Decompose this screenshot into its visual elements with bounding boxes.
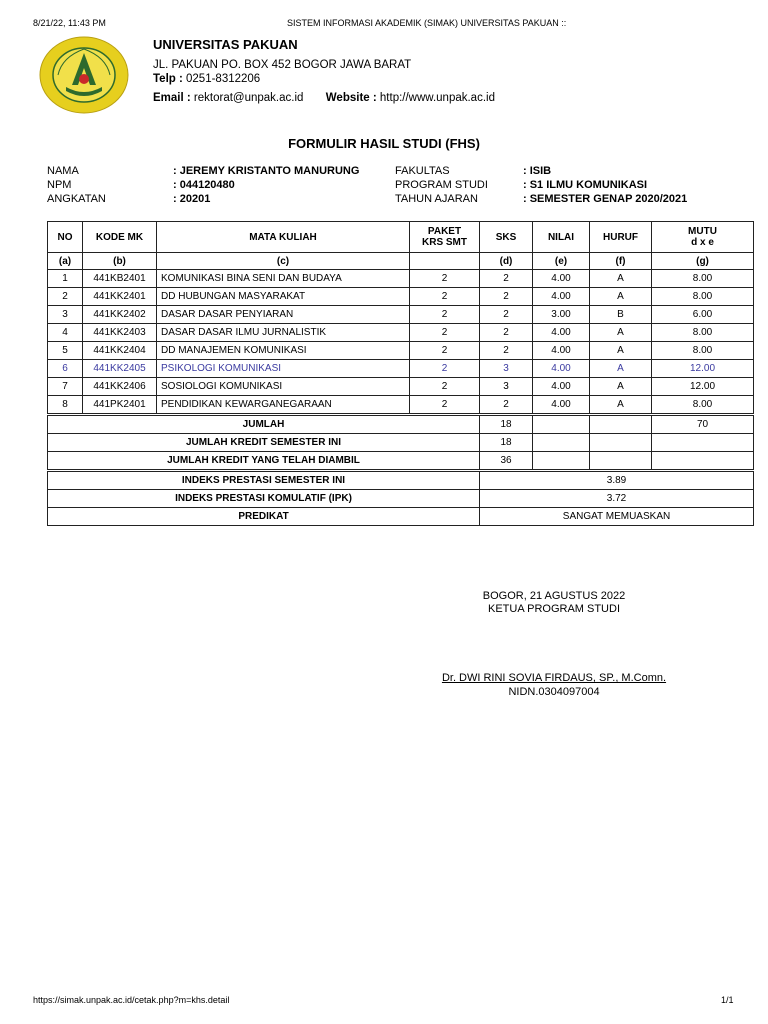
- cell-paket: 2: [410, 360, 480, 378]
- jumlah-row: [48, 416, 754, 434]
- cell-huruf: A: [590, 270, 652, 288]
- cell-nilai: 3.00: [533, 306, 590, 324]
- cell-nilai: 4.00: [533, 396, 590, 414]
- ipk-label: INDEKS PRESTASI KOMULATIF (IPK): [48, 490, 480, 508]
- header-mk: MATA KULIAH: [157, 222, 410, 253]
- ips-row: [48, 472, 754, 490]
- header-nilai: NILAI: [533, 222, 590, 253]
- cell-huruf: A: [590, 324, 652, 342]
- signature-place-date: BOGOR, 21 AGUSTUS 2022: [482, 590, 626, 602]
- table-row: [48, 342, 754, 360]
- jumlah-mutu: 70: [652, 416, 754, 434]
- kredit-diambil-row: [48, 452, 754, 470]
- cell-mutu: 12.00: [652, 360, 754, 378]
- cell-kode: 441KK2401: [83, 288, 157, 306]
- cell-sks: 3: [480, 378, 533, 396]
- ipk-row: [48, 490, 754, 508]
- npm-value: : 044120480: [173, 179, 235, 191]
- angkatan-label: ANGKATAN: [47, 193, 106, 205]
- cell-no: 2: [48, 288, 83, 306]
- cell-mk: DASAR DASAR PENYIARAN: [157, 306, 410, 324]
- table-row: [48, 306, 754, 324]
- signature-nidn: NIDN.0304097004: [508, 686, 600, 698]
- kredit-diambil-empty-1: [533, 452, 590, 470]
- cell-mk: DD HUBUNGAN MASYARAKAT: [157, 288, 410, 306]
- cell-sks: 2: [480, 270, 533, 288]
- ipk-value: 3.72: [480, 490, 754, 508]
- cell-no: 7: [48, 378, 83, 396]
- print-page-number: 1/1: [721, 995, 734, 1005]
- table-row: [48, 360, 754, 378]
- header-mutu: [652, 222, 754, 253]
- cell-no: 1: [48, 270, 83, 288]
- nama-label: NAMA: [47, 165, 79, 177]
- signature-name: Dr. DWI RINI SOVIA FIRDAUS, SP., M.Comn.: [441, 672, 667, 684]
- predikat-value: SANGAT MEMUASKAN: [480, 508, 754, 526]
- cell-mk: PENDIDIKAN KEWARGANEGARAAN: [157, 396, 410, 414]
- cell-paket: 2: [410, 378, 480, 396]
- cell-huruf: A: [590, 288, 652, 306]
- cell-no: 4: [48, 324, 83, 342]
- header-huruf: HURUF: [590, 222, 652, 253]
- cell-nilai: 4.00: [533, 324, 590, 342]
- cell-paket: 2: [410, 396, 480, 414]
- cell-nilai: 4.00: [533, 288, 590, 306]
- ips-value: 3.89: [480, 472, 754, 490]
- angkatan-value: : 20201: [173, 193, 211, 205]
- cell-sks: 3: [480, 360, 533, 378]
- tahun-label: TAHUN AJARAN: [395, 193, 478, 205]
- kredit-diambil-empty-3: [652, 452, 754, 470]
- predikat-label: PREDIKAT: [48, 508, 480, 526]
- cell-nilai: 4.00: [533, 342, 590, 360]
- jumlah-nilai-empty: [533, 416, 590, 434]
- cell-kode: 441KK2402: [83, 306, 157, 324]
- cell-kode: 441KB2401: [83, 270, 157, 288]
- header-kode: KODE MK: [83, 222, 157, 253]
- cell-mutu: 8.00: [652, 270, 754, 288]
- header-sks: SKS: [480, 222, 533, 253]
- subheader-d: (d): [480, 253, 533, 270]
- fakultas-label: FAKULTAS: [395, 165, 450, 177]
- cell-huruf: A: [590, 342, 652, 360]
- cell-mutu: 8.00: [652, 288, 754, 306]
- cell-mk: DD MANAJEMEN KOMUNIKASI: [157, 342, 410, 360]
- signature-role: KETUA PROGRAM STUDI: [487, 603, 621, 615]
- email-label: Email :: [153, 92, 191, 104]
- fakultas-value: : ISIB: [523, 165, 552, 177]
- header-mutu-line1: MUTU: [688, 226, 717, 237]
- subheader-c: (c): [157, 253, 410, 270]
- phone-value: 0251-8312206: [186, 73, 261, 85]
- table-row: [48, 270, 754, 288]
- table-row: [48, 324, 754, 342]
- table-row: [48, 288, 754, 306]
- header-paket: [410, 222, 480, 253]
- cell-nilai: 4.00: [533, 360, 590, 378]
- cell-kode: 441KK2405: [83, 360, 157, 378]
- university-phone: [153, 73, 260, 85]
- kredit-semester-empty-2: [590, 434, 652, 452]
- cell-no: 6: [48, 360, 83, 378]
- subheader-empty: [410, 253, 480, 270]
- subheader-e: (e): [533, 253, 590, 270]
- cell-kode: 441KK2403: [83, 324, 157, 342]
- print-url: https://simak.unpak.ac.id/cetak.php?m=khs.detail: [33, 995, 230, 1005]
- cell-mutu: 8.00: [652, 396, 754, 414]
- ips-label: INDEKS PRESTASI SEMESTER INI: [48, 472, 480, 490]
- predikat-row: [48, 508, 754, 526]
- kredit-diambil-value: 36: [480, 452, 533, 470]
- cell-sks: 2: [480, 396, 533, 414]
- cell-paket: 2: [410, 270, 480, 288]
- kredit-semester-value: 18: [480, 434, 533, 452]
- kredit-semester-row: [48, 434, 754, 452]
- prodi-value: : S1 ILMU KOMUNIKASI: [523, 179, 648, 191]
- cell-paket: 2: [410, 324, 480, 342]
- jumlah-huruf-empty: [590, 416, 652, 434]
- subheader-b: (b): [83, 253, 157, 270]
- table-row: [48, 378, 754, 396]
- prodi-label: PROGRAM STUDI: [395, 179, 488, 191]
- cell-mk: DASAR DASAR ILMU JURNALISTIK: [157, 324, 410, 342]
- cell-mk: PSIKOLOGI KOMUNIKASI: [157, 360, 410, 378]
- cell-mutu: 8.00: [652, 342, 754, 360]
- nama-value: : JEREMY KRISTANTO MANURUNG: [173, 165, 360, 177]
- table-subheader-row: [48, 253, 754, 270]
- cell-huruf: B: [590, 306, 652, 324]
- header-paket-line2: KRS SMT: [422, 237, 467, 248]
- subheader-f: (f): [590, 253, 652, 270]
- cell-nilai: 4.00: [533, 378, 590, 396]
- cell-huruf: A: [590, 360, 652, 378]
- cell-no: 5: [48, 342, 83, 360]
- grades-table: [47, 221, 754, 526]
- cell-paket: 2: [410, 342, 480, 360]
- cell-paket: 2: [410, 288, 480, 306]
- university-contact: [153, 92, 495, 104]
- website-value: http://www.unpak.ac.id: [379, 92, 495, 104]
- cell-paket: 2: [410, 306, 480, 324]
- kredit-diambil-empty-2: [590, 452, 652, 470]
- university-address: JL. PAKUAN PO. BOX 452 BOGOR JAWA BARAT: [153, 59, 412, 71]
- university-name: UNIVERSITAS PAKUAN: [153, 37, 298, 52]
- print-page-title: SISTEM INFORMASI AKADEMIK (SIMAK) UNIVERSITAS PAKUAN ::: [287, 18, 567, 28]
- jumlah-sks: 18: [480, 416, 533, 434]
- cell-no: 8: [48, 396, 83, 414]
- cell-kode: 441KK2406: [83, 378, 157, 396]
- header-paket-line1: PAKET: [427, 226, 462, 237]
- university-seal-icon: [38, 35, 130, 115]
- jumlah-label: JUMLAH: [48, 416, 480, 434]
- print-datetime: 8/21/22, 11:43 PM: [33, 18, 106, 28]
- npm-label: NPM: [47, 179, 72, 191]
- tahun-value: : SEMESTER GENAP 2020/2021: [523, 193, 688, 205]
- table-row: [48, 396, 754, 414]
- cell-mutu: 8.00: [652, 324, 754, 342]
- cell-nilai: 4.00: [533, 270, 590, 288]
- cell-kode: 441KK2404: [83, 342, 157, 360]
- document-title: FORMULIR HASIL STUDI (FHS): [288, 136, 480, 151]
- header-mutu-line2: d x e: [691, 237, 714, 248]
- cell-huruf: A: [590, 378, 652, 396]
- kredit-semester-empty-3: [652, 434, 754, 452]
- cell-mutu: 6.00: [652, 306, 754, 324]
- table-header-row: [48, 222, 754, 253]
- cell-sks: 2: [480, 324, 533, 342]
- cell-sks: 2: [480, 306, 533, 324]
- kredit-diambil-label: JUMLAH KREDIT YANG TELAH DIAMBIL: [48, 452, 480, 470]
- cell-no: 3: [48, 306, 83, 324]
- subheader-a: (a): [48, 253, 83, 270]
- phone-label: Telp :: [153, 73, 183, 85]
- kredit-semester-label: JUMLAH KREDIT SEMESTER INI: [48, 434, 480, 452]
- cell-mk: KOMUNIKASI BINA SENI DAN BUDAYA: [157, 270, 410, 288]
- email-value: rektorat@unpak.ac.id: [193, 92, 304, 104]
- website-label: Website :: [325, 92, 377, 104]
- cell-mk: SOSIOLOGI KOMUNIKASI: [157, 378, 410, 396]
- header-no: NO: [48, 222, 83, 253]
- subheader-g: (g): [652, 253, 754, 270]
- cell-kode: 441PK2401: [83, 396, 157, 414]
- kredit-semester-empty-1: [533, 434, 590, 452]
- cell-sks: 2: [480, 342, 533, 360]
- cell-sks: 2: [480, 288, 533, 306]
- cell-mutu: 12.00: [652, 378, 754, 396]
- cell-huruf: A: [590, 396, 652, 414]
